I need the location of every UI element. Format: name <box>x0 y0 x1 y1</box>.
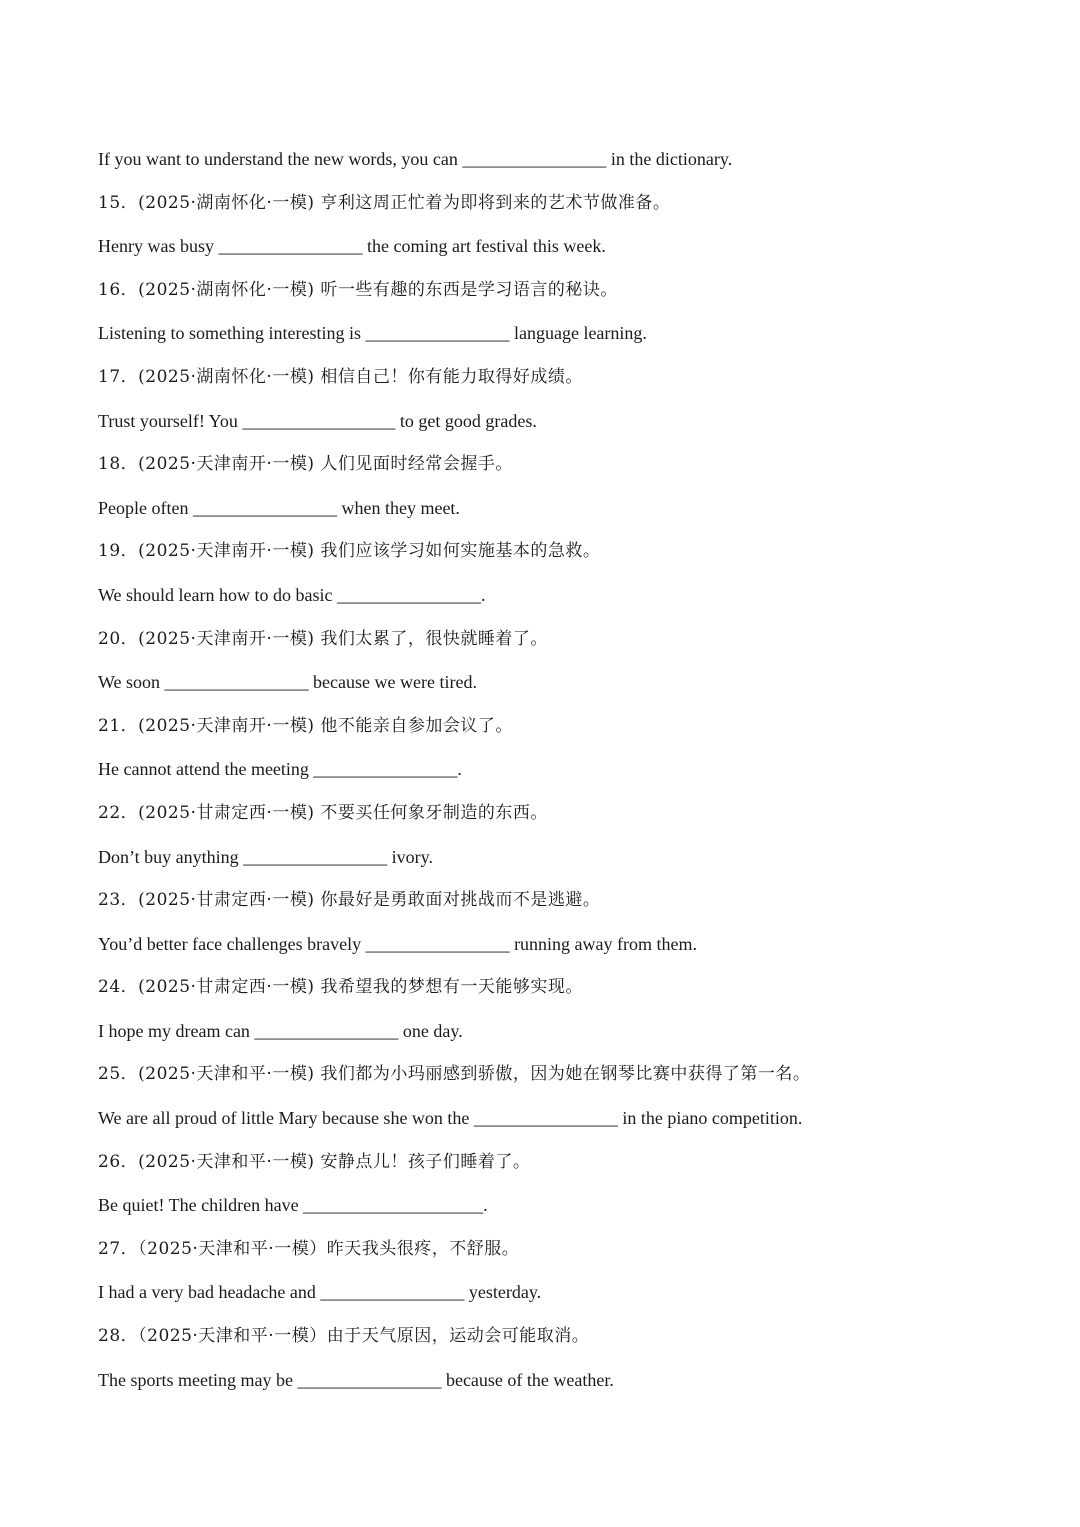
intro-sentence: If you want to understand the new words, you can ________________ in the dictionary. <box>98 149 733 169</box>
question-prompt: 19．(2025·天津南开·一模) 我们应该学习如何实施基本的急救。 <box>98 541 601 562</box>
question-sentence: We are all proud of little Mary because she won the ________________ in the piano competition. <box>98 1108 803 1129</box>
question-prompt: 26．(2025·天津和平·一模) 安静点儿！孩子们睡着了。 <box>98 1151 531 1172</box>
question-sentence: I had a very bad headache and ________________ yesterday. <box>98 1282 542 1303</box>
question-prompt: 17．(2025·湖南怀化·一模) 相信自己！你有能力取得好成绩。 <box>98 366 583 387</box>
question-sentence: The sports meeting may be ________________ because of the weather. <box>98 1369 614 1390</box>
question-prompt: 16．(2025·湖南怀化·一模) 听一些有趣的东西是学习语言的秘诀。 <box>98 279 618 300</box>
question-sentence: He cannot attend the meeting ________________. <box>98 759 462 780</box>
question-prompt: 22．(2025·甘肃定西·一模) 不要买任何象牙制造的东西。 <box>98 802 548 823</box>
question-sentence: We should learn how to do basic ________________. <box>98 584 486 605</box>
question-sentence: People often ________________ when they meet. <box>98 497 460 518</box>
question-sentence: Be quiet! The children have ____________________. <box>98 1195 488 1216</box>
question-prompt: 23．(2025·甘肃定西·一模) 你最好是勇敢面对挑战而不是逃避。 <box>98 890 601 911</box>
question-sentence: Don’t buy anything ________________ ivory. <box>98 846 433 867</box>
question-sentence: We soon ________________ because we were tired. <box>98 672 477 693</box>
question-sentence: Trust yourself! You _________________ to get good grades. <box>98 410 537 431</box>
question-sentence: You’d better face challenges bravely ________________ running away from them. <box>98 933 698 954</box>
question-sentence: Henry was busy ________________ the coming art festival this week. <box>98 236 606 257</box>
question-prompt: 21．(2025·天津南开·一模) 他不能亲自参加会议了。 <box>98 715 513 736</box>
question-prompt: 24．(2025·甘肃定西·一模) 我希望我的梦想有一天能够实现。 <box>98 977 583 998</box>
question-sentence: I hope my dream can ________________ one day. <box>98 1020 463 1041</box>
question-prompt: 20．(2025·天津南开·一模) 我们太累了，很快就睡着了。 <box>98 628 548 649</box>
question-prompt: 25．(2025·天津和平·一模) 我们都为小玛丽感到骄傲，因为她在钢琴比赛中获得了第一名。 <box>98 1064 811 1085</box>
question-prompt: 18．(2025·天津南开·一模) 人们见面时经常会握手。 <box>98 454 513 475</box>
question-prompt: 27．（2025·天津和平·一模）昨天我头很疼，不舒服。 <box>98 1238 520 1259</box>
question-sentence: Listening to something interesting is ________________ language learning. <box>98 323 647 344</box>
exercise-list <box>98 140 998 1404</box>
question-prompt: 15．(2025·湖南怀化·一模) 亨利这周正忙着为即将到来的艺术节做准备。 <box>98 192 671 213</box>
question-prompt: 28．（2025·天津和平·一模）由于天气原因，运动会可能取消。 <box>98 1326 590 1347</box>
